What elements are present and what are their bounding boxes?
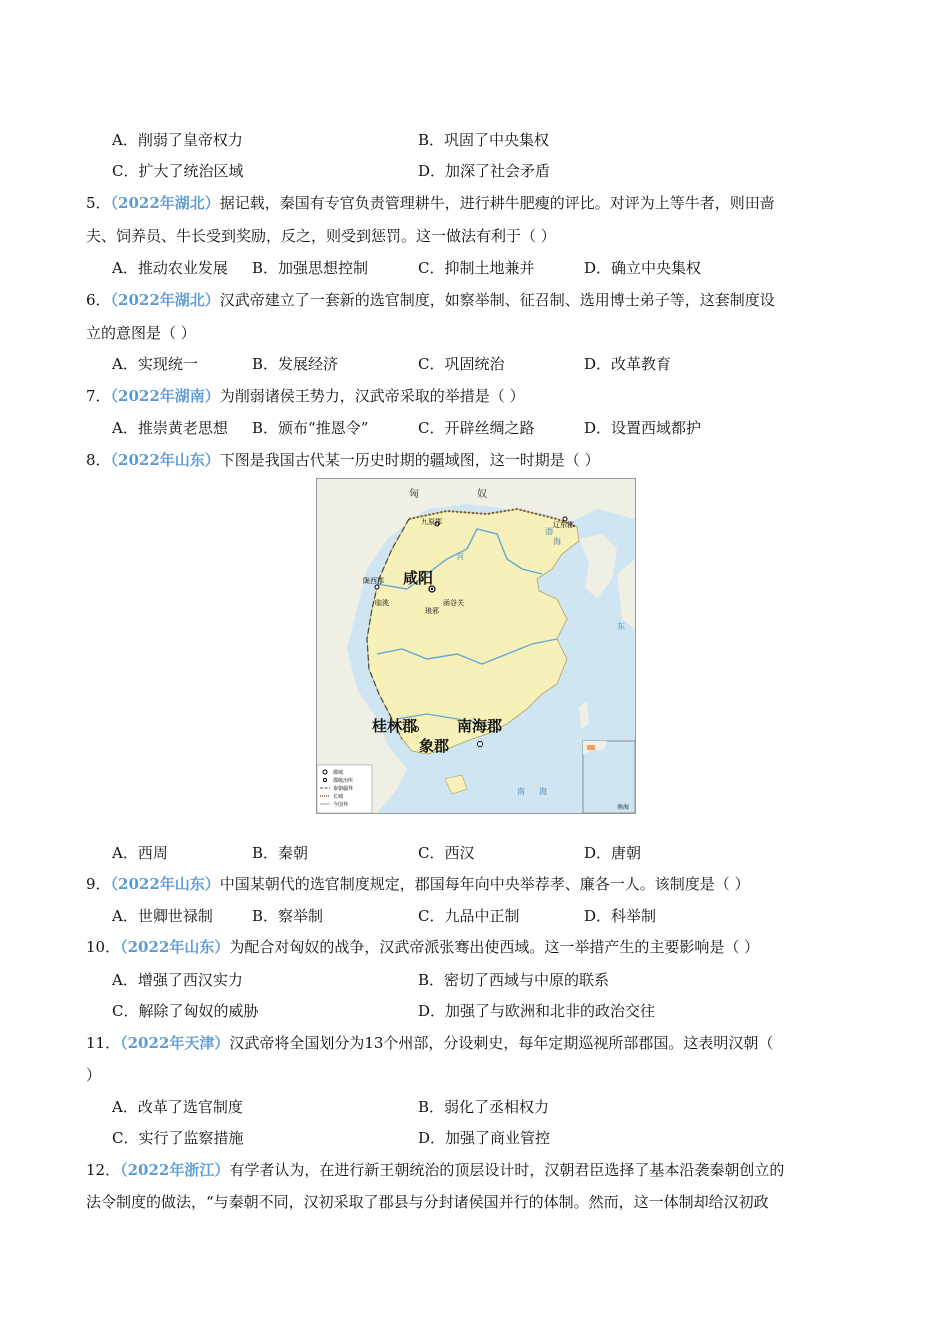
map-legend-item-0: 都城 [333,770,344,776]
q8-text-1: 下图是我国古代某一历史时期的疆域图，这一时期是（ ） [219,451,600,469]
q6-option-d[interactable]: D．改革教育 [584,355,672,373]
q6-stem-line1 [86,290,775,312]
q11-option-b[interactable]: B．弱化了丞相权力 [418,1098,550,1116]
q6-option-a[interactable]: A．实现统一 [112,355,198,373]
q8-option-d[interactable]: D．唐朝 [584,844,642,862]
map-inset-label: 南海 [617,804,630,811]
q10-option-d[interactable]: D．加强了与欧洲和北非的政治交往 [418,1002,656,1020]
q5-option-d[interactable]: D．确立中央集权 [584,259,702,277]
q9-text-1: 中国某朝代的选官制度规定，郡国每年向中央举荐孝、廉各一人。该制度是（ ） [219,875,750,893]
map-label-longxi: 陇西郡 [363,577,384,585]
q9-option-a[interactable]: A．世卿世禄制 [112,907,213,925]
map-label-langya: 琅邪 [425,607,439,615]
q11-stem-line1 [86,1033,773,1055]
map-label-sea-dong: 东 [617,622,625,631]
q12-text-1: 有学者认为，在进行新王朝统治的顶层设计时，汉朝君臣选择了基本沿袭秦朝创立的 [229,1161,785,1179]
map-label-xianyang: 咸阳 [403,569,434,587]
map-longxi-marker [375,585,379,589]
q5-stem-line1 [86,193,775,215]
q10-option-a[interactable]: A．增强了西汉实力 [112,971,243,989]
q6-stem-line2: 立的意图是（ ） [86,324,196,342]
q4-option-d[interactable]: D．加深了社会矛盾 [418,162,551,180]
map-label-sea-nan: 南 [517,787,525,796]
map-label-nanhai: 南海郡 [457,717,503,735]
q10-option-b[interactable]: B．密切了西域与中原的联系 [418,971,610,989]
q7-source-tag: （2022年湖南） [110,387,220,405]
q9-source-tag: （2022年山东） [110,875,220,893]
map-inset-highlight [587,745,595,750]
map-legend-capital-symbol [323,770,327,774]
q11-number: 11． [86,1034,121,1052]
map-legend-item-2: 秦朝疆界 [333,786,354,792]
q8-number: 8． [86,451,111,469]
map-label-lintao: 临洮 [375,599,389,607]
q5-option-c[interactable]: C．抑制土地兼并 [418,259,535,277]
map-label-guilin: 桂林郡 [372,717,418,735]
q9-stem-line1 [86,874,750,896]
map-label-xiang: 象郡 [419,737,450,755]
q4-option-c[interactable]: C．扩大了统治区域 [112,162,244,180]
q9-option-d[interactable]: D．科举制 [584,907,657,925]
q10-stem-line1 [86,937,759,959]
q8-stem-line1 [86,450,600,472]
map-label-sea-hai2: 海 [539,787,547,796]
q9-number: 9． [86,875,111,893]
q11-option-d[interactable]: D．加强了商业管控 [418,1129,551,1147]
q12-stem-line1 [86,1160,784,1182]
map-inset [583,741,635,813]
map-label-xiongnu-2: 奴 [477,489,487,500]
map-capital-dot [431,588,433,590]
q10-source-tag: （2022年山东） [120,938,230,956]
q12-source-tag: （2022年浙江） [120,1161,230,1179]
map-legend-item-1: 郡级治所 [333,778,354,784]
q5-option-a[interactable]: A．推动农业发展 [112,259,228,277]
q7-stem-line1 [86,386,525,408]
q11-text-1: 汉武帝将全国划分为13个州部，分设刺史，每年定期巡视所部郡国。这表明汉朝（ [229,1034,774,1052]
q6-option-c[interactable]: C．巩固统治 [418,355,505,373]
q11-option-c[interactable]: C．实行了监察措施 [112,1129,244,1147]
q4-option-a[interactable]: A．削弱了皇帝权力 [112,131,243,149]
map-nanhai-marker [478,742,483,747]
q6-text-1: 汉武帝建立了一套新的选官制度，如察举制、征召制、选用博士弟子等，这套制度设 [219,291,775,309]
q5-text-1: 据记载，秦国有专官负责管理耕牛，进行耕牛肥瘦的评比。对评为上等牛者，则田啬 [219,194,775,212]
q7-option-b[interactable]: B．颁布“推恩令” [252,419,369,437]
q5-stem-line2: 夫、饲养员、牛长受到奖励，反之，则受到惩罚。这一做法有利于（ ） [86,227,556,245]
q11-stem-line2: ） [86,1066,102,1084]
map-label-hangu: 函谷关 [443,599,464,607]
q5-source-tag: （2022年湖北） [110,194,220,212]
q6-number: 6． [86,291,111,309]
map-label-jiuyuan: 九原郡 [421,518,442,526]
q7-option-d[interactable]: D．设置西域都护 [584,419,702,437]
q5-option-b[interactable]: B．加强思想控制 [252,259,369,277]
q6-source-tag: （2022年湖北） [110,291,220,309]
q8-option-a[interactable]: A．西周 [112,844,168,862]
q7-option-a[interactable]: A．推崇黄老思想 [112,419,228,437]
q10-text-1: 为配合对匈奴的战争，汉武帝派张骞出使西域。这一举措产生的主要影响是（ ） [229,938,760,956]
q12-stem-line2: 法令制度的做法，“与秦朝不同，汉初采取了郡县与分封诸侯国并行的体制。然而，这一体制却给汉初政 [86,1193,769,1211]
q4-option-b[interactable]: B．巩固了中央集权 [418,131,550,149]
q10-number: 10． [86,938,121,956]
map-label-river: 河 [457,553,464,561]
q5-number: 5． [86,194,111,212]
qin-territory-map [316,478,636,814]
map-legend-item-3: 长城 [333,794,344,800]
map-label-xiongnu-1: 匈 [409,489,419,500]
q9-option-b[interactable]: B．察举制 [252,907,324,925]
q8-source-tag: （2022年山东） [110,451,220,469]
q10-option-c[interactable]: C．解除了匈奴的威胁 [112,1002,259,1020]
map-legend-commandery-symbol [323,778,326,781]
q9-option-c[interactable]: C．九品中正制 [418,907,520,925]
map-label-sea-hai: 海 [553,537,561,546]
map-label-liaodong: 辽东郡 [553,521,574,529]
q12-number: 12． [86,1161,121,1179]
map-legend-item-4: 今国界 [333,802,349,808]
q11-source-tag: （2022年天津） [120,1034,230,1052]
q6-option-b[interactable]: B．发展经济 [252,355,339,373]
q7-number: 7． [86,387,111,405]
q7-option-c[interactable]: C．开辟丝绸之路 [418,419,535,437]
q8-option-b[interactable]: B．秦朝 [252,844,309,862]
q7-text-1: 为削弱诸侯王势力，汉武帝采取的举措是（ ） [219,387,525,405]
q11-option-a[interactable]: A．改革了选官制度 [112,1098,243,1116]
map-label-sea-bo: 渤 [545,527,553,536]
q8-option-c[interactable]: C．西汉 [418,844,475,862]
